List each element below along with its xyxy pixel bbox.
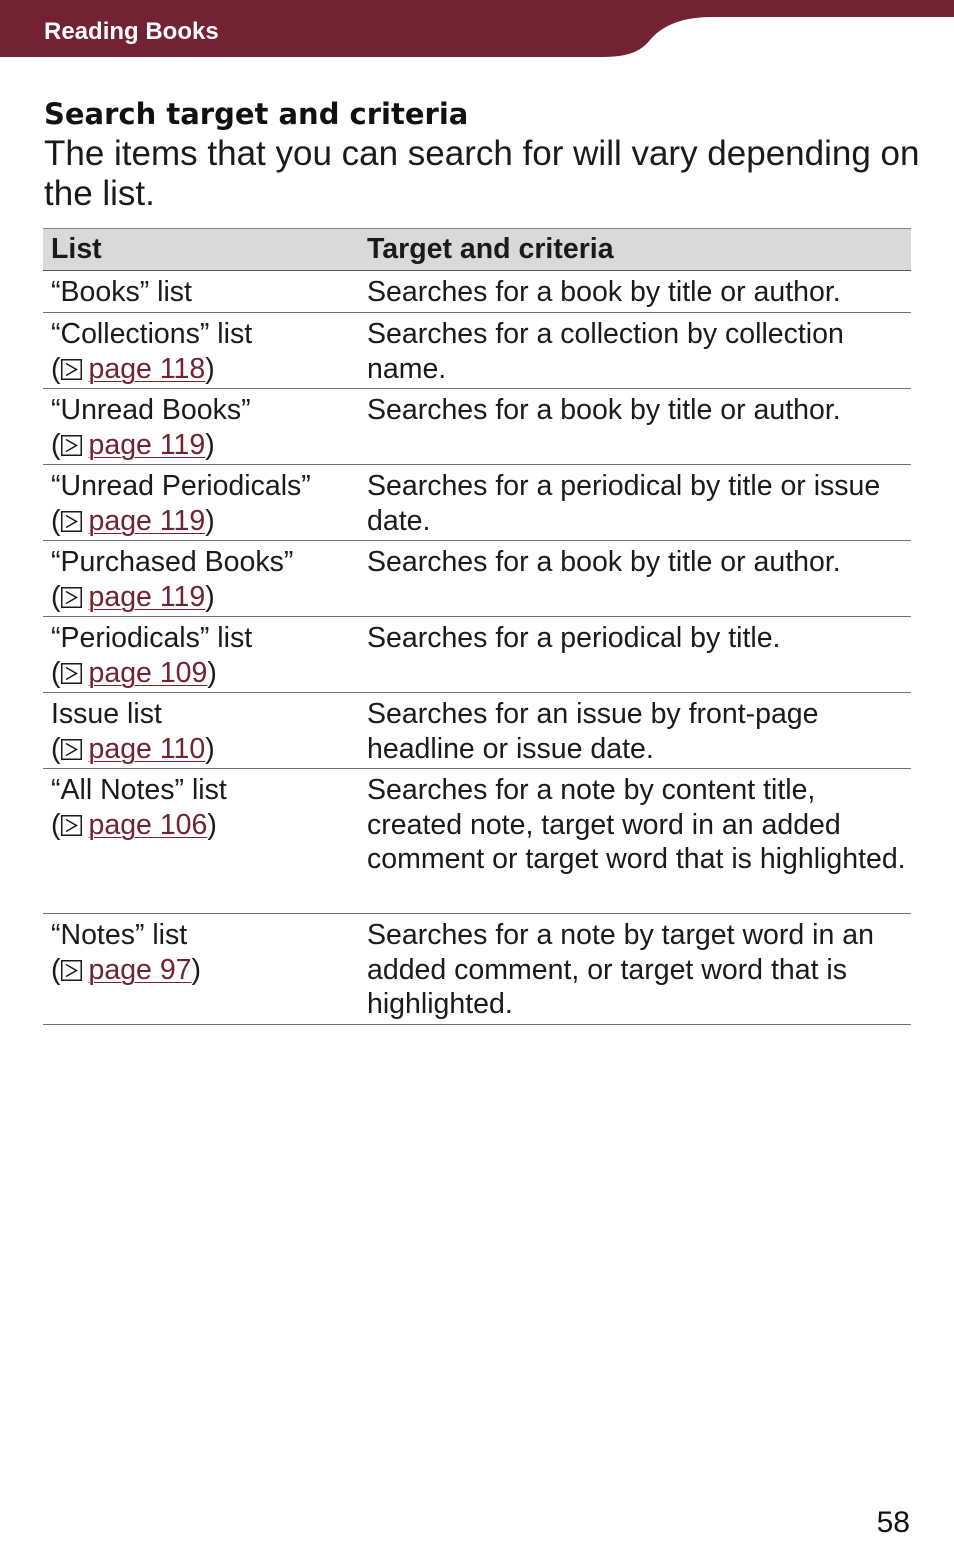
page-reference: ( page 119)	[51, 428, 215, 461]
page-reference: ( page 97)	[51, 953, 202, 986]
intro-text: The items that you can search for will vary depending on the list.	[44, 134, 920, 213]
target-cell: Searches for a book by title or author.	[367, 271, 911, 313]
target-cell: Searches for a periodical by title.	[367, 617, 911, 693]
target-cell: Searches for a collection by collection name.	[367, 313, 911, 389]
table-row	[43, 769, 911, 914]
section-heading: Search target and criteria	[44, 97, 469, 131]
page-reference-arrow-icon	[61, 960, 82, 981]
page-reference: ( page 118)	[51, 352, 215, 385]
page-link[interactable]: page 106	[88, 808, 208, 841]
table-row	[43, 617, 911, 693]
target-cell: Searches for a book by title or author.	[367, 541, 911, 617]
target-cell: Searches for a periodical by title or issue date.	[367, 465, 911, 541]
page-link[interactable]: page 119	[88, 580, 206, 613]
page-reference-arrow-icon	[61, 511, 82, 532]
page-reference-arrow-icon	[61, 739, 82, 760]
list-name: “Periodicals” list	[51, 622, 253, 654]
header-title: Reading Books	[44, 18, 219, 45]
page-reference: ( page 119)	[51, 504, 215, 537]
table-row	[43, 389, 911, 465]
list-name: “Notes” list	[51, 919, 188, 951]
list-name: “Collections” list	[51, 318, 253, 350]
list-name: “Unread Periodicals”	[51, 470, 311, 502]
page-link[interactable]: page 118	[88, 352, 206, 385]
table-row	[43, 914, 911, 1025]
page-link[interactable]: page 119	[88, 504, 206, 537]
target-cell: Searches for a note by content title, created note, target word in an added comment or target word that is highlighted.	[367, 769, 911, 914]
list-cell	[43, 389, 367, 465]
table-row	[43, 465, 911, 541]
page-reference: ( page 119)	[51, 580, 215, 613]
list-cell	[43, 617, 367, 693]
list-cell	[43, 541, 367, 617]
page-link[interactable]: page 109	[88, 656, 208, 689]
target-cell: Searches for a note by target word in an added comment, or target word that is highlighted.	[367, 914, 911, 1025]
page-link[interactable]: page 119	[88, 428, 206, 461]
page-number: 58	[876, 1506, 910, 1539]
page-link[interactable]: page 110	[88, 732, 206, 765]
search-criteria-table	[43, 228, 911, 1025]
target-cell: Searches for a book by title or author.	[367, 389, 911, 465]
list-name: “All Notes” list	[51, 774, 227, 806]
page-reference-arrow-icon	[61, 435, 82, 456]
header-list: List	[43, 229, 367, 271]
list-cell	[43, 465, 367, 541]
page-reference: ( page 110)	[51, 732, 215, 765]
page-link[interactable]: page 97	[88, 953, 192, 986]
list-cell	[43, 769, 367, 914]
list-cell	[43, 914, 367, 1025]
table-row	[43, 271, 911, 313]
list-cell	[43, 693, 367, 769]
header-target: Target and criteria	[367, 229, 911, 271]
table-row	[43, 313, 911, 389]
page-reference-arrow-icon	[61, 587, 82, 608]
list-name: “Purchased Books”	[51, 546, 294, 578]
page-reference-arrow-icon	[61, 815, 82, 836]
page-reference-arrow-icon	[61, 359, 82, 380]
list-name: “Unread Books”	[51, 394, 251, 426]
table-row	[43, 693, 911, 769]
table-header-row	[43, 229, 911, 271]
list-name: Issue list	[51, 698, 162, 730]
list-cell	[43, 313, 367, 389]
list-name: “Books” list	[51, 276, 192, 308]
target-cell: Searches for an issue by front-page headline or issue date.	[367, 693, 911, 769]
page-reference: ( page 106)	[51, 808, 217, 841]
list-cell	[43, 271, 367, 313]
page-reference: ( page 109)	[51, 656, 217, 689]
table-row	[43, 541, 911, 617]
header-band	[0, 0, 954, 58]
page-reference-arrow-icon	[61, 663, 82, 684]
